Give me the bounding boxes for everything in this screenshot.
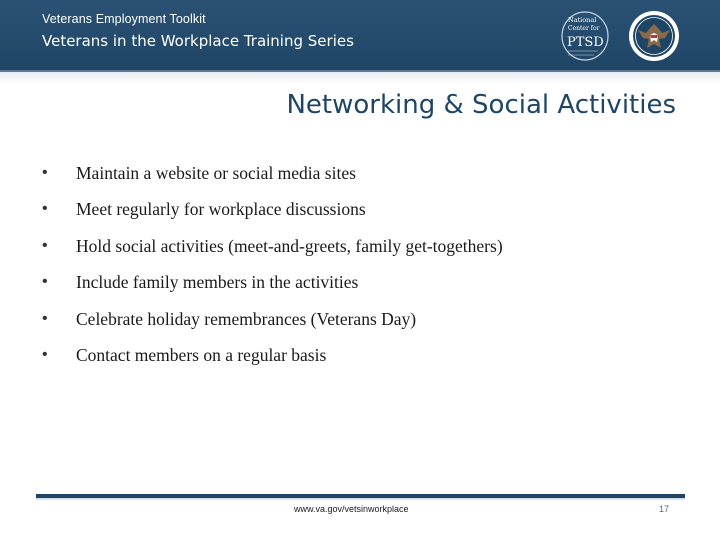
list-item [38,160,503,196]
toolkit-kicker: Veterans Employment Toolkit [42,12,206,26]
bullet-text: Meet regularly for workplace discussions [76,199,366,220]
header-banner [0,0,720,72]
series-title: Veterans in the Workplace Training Series [42,32,354,50]
bullet-icon: • [42,236,48,254]
list-item [38,233,503,269]
bullet-icon: • [42,309,48,327]
ptsd-logo-line2: Center for [568,25,600,32]
list-item [38,196,503,232]
bullet-icon: • [42,345,48,363]
list-item [38,342,503,378]
footer-rule-shadow [36,498,685,501]
list-item [38,306,503,342]
bullet-icon: • [42,200,48,218]
footer-url-link[interactable]: www.va.gov/vetsinworkplace [294,504,409,514]
header-shadow [0,72,720,84]
bullet-icon: • [42,273,48,291]
bullet-text: Hold social activities (meet-and-greets, family get-togethers) [76,235,503,256]
bullet-text: Celebrate holiday remembrances (Veterans Day) [76,308,417,329]
bullet-text: Include family members in the activities [76,272,359,293]
slide-title: Networking & Social Activities [286,90,676,120]
bullet-icon: • [42,164,48,181]
ptsd-logo-abbr: PTSD [567,35,604,50]
ptsd-logo-line1: National [568,16,597,24]
list-item [38,269,503,305]
page-number: 17 [659,504,670,514]
va-seal-icon [628,10,680,62]
bullet-text: Contact members on a regular basis [76,344,327,365]
ptsd-logo [560,10,610,62]
bullet-text: Maintain a website or social media sites [76,163,356,183]
bullet-list [38,160,503,378]
